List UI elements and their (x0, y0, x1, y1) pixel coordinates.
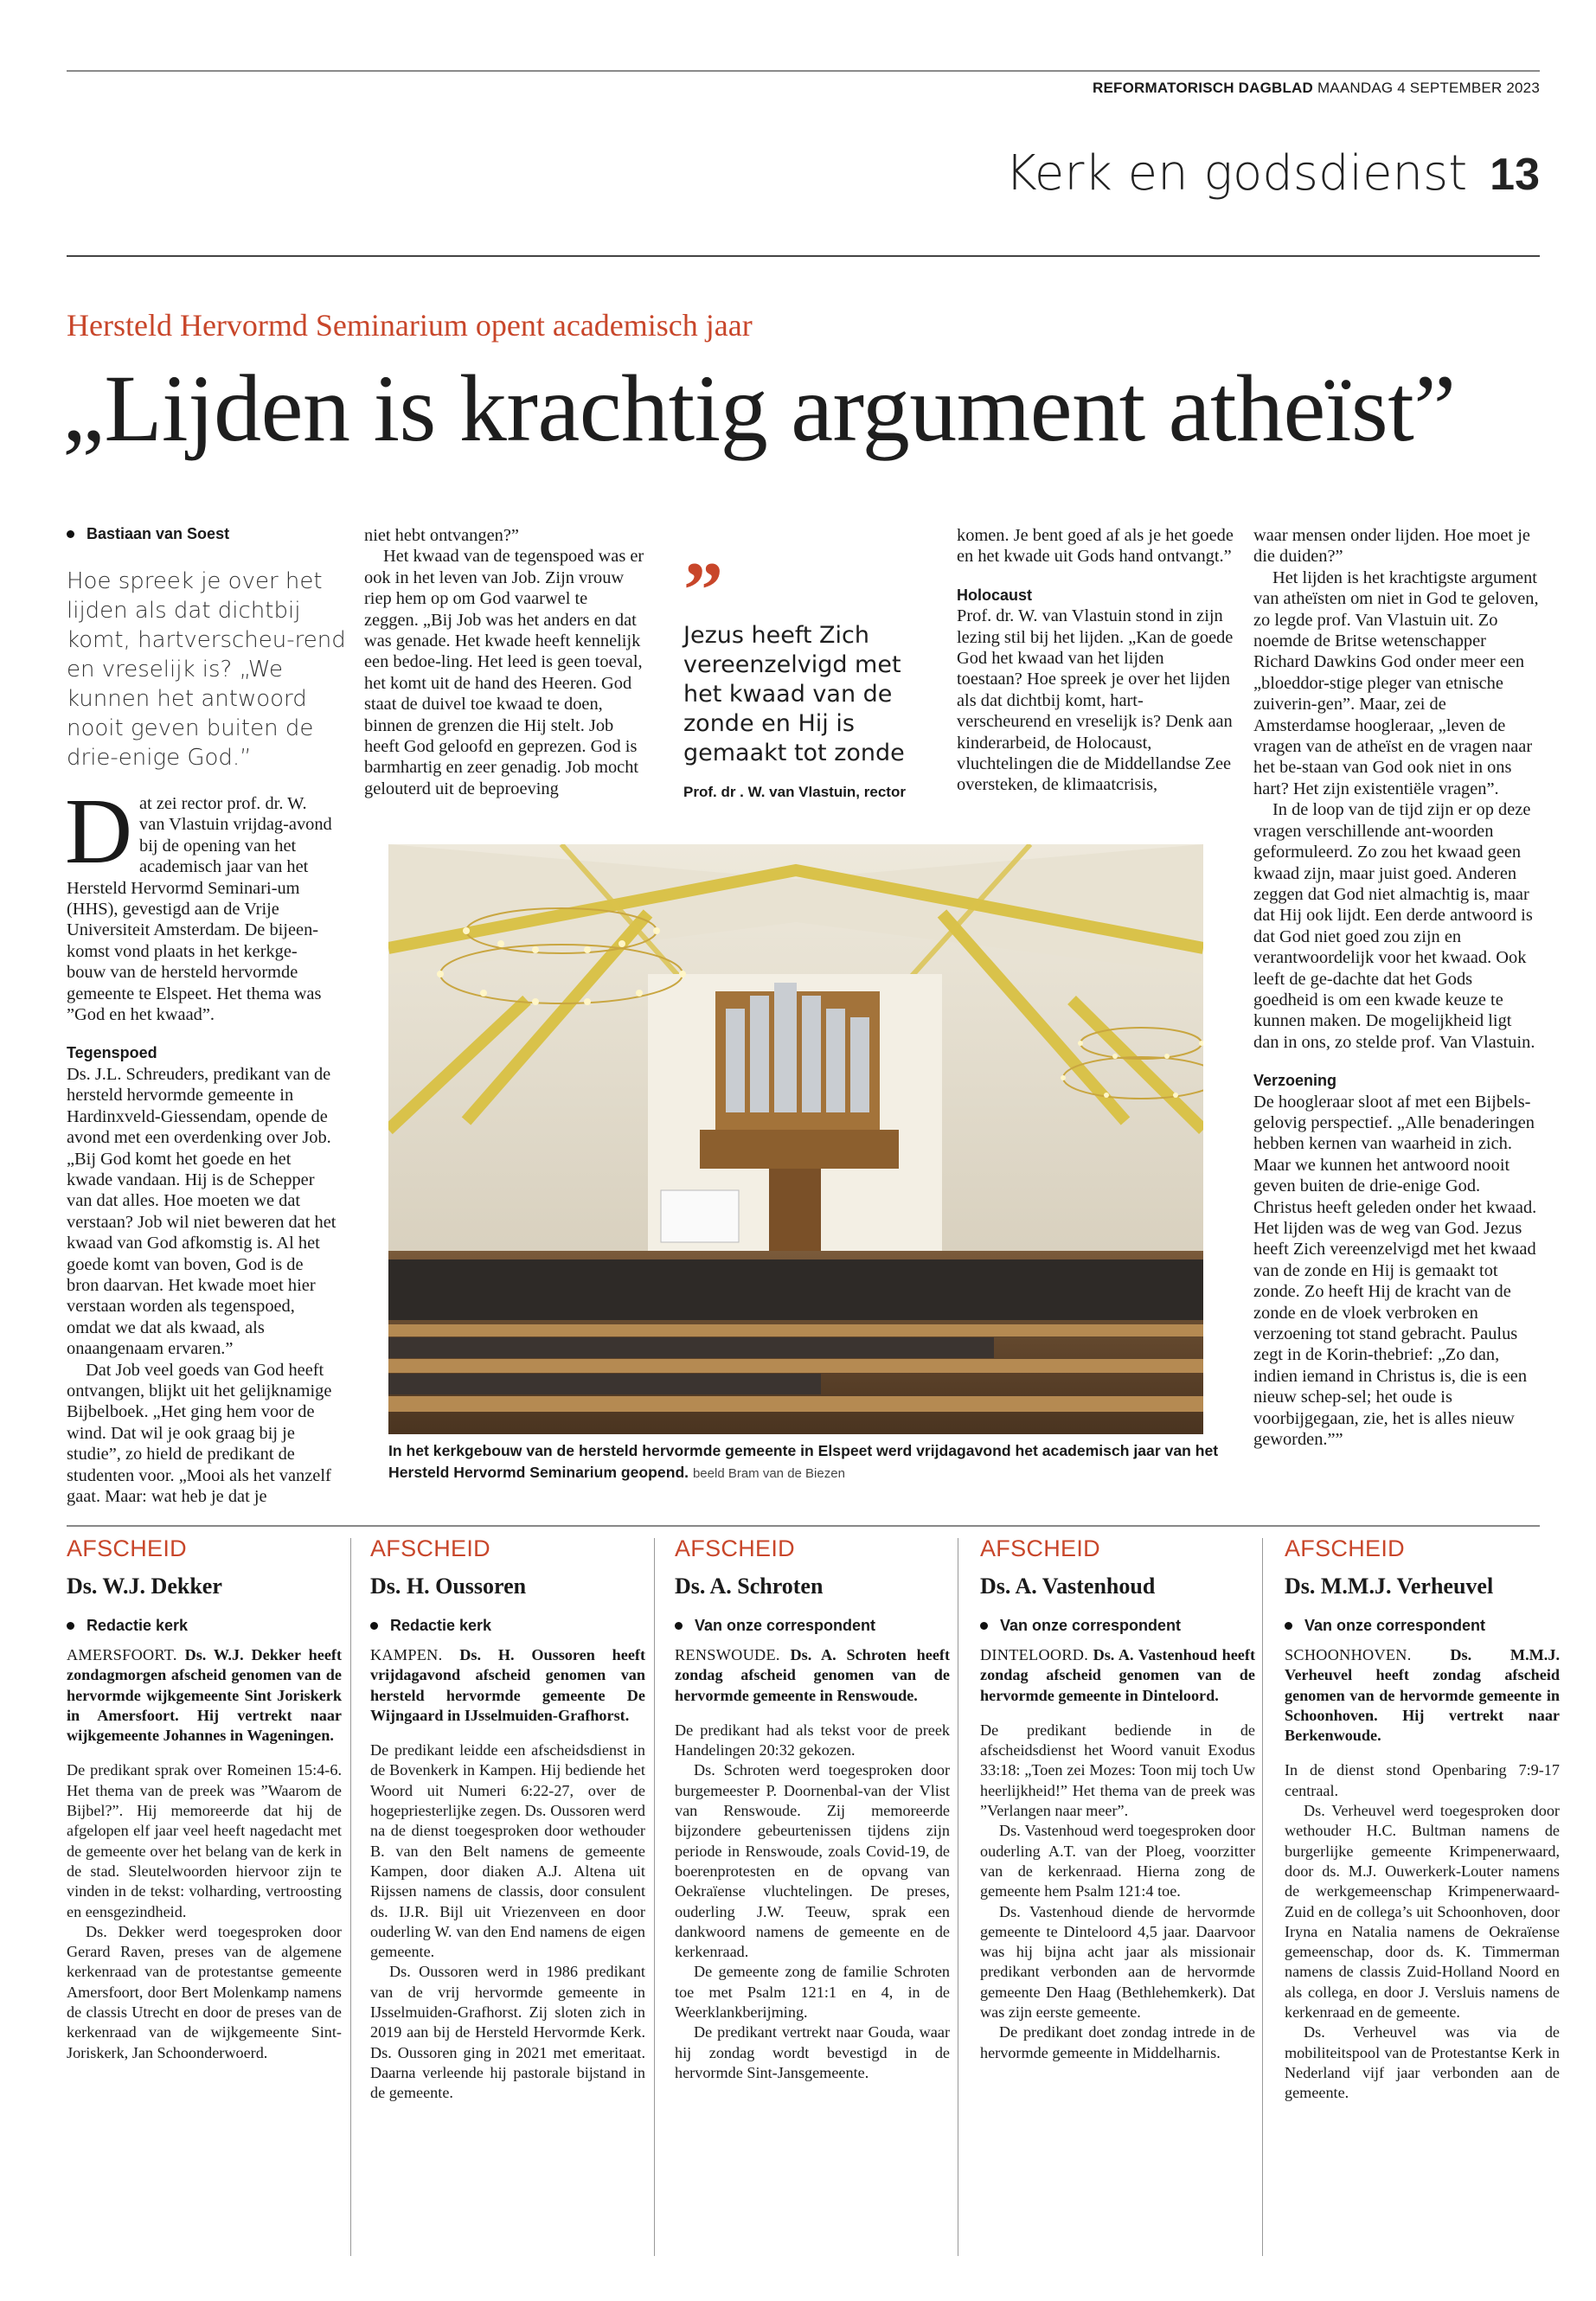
body-paragraph: In de loop van de tijd zijn er op deze vragen verschillende ant-woorden geformuleerd. Zo zou het kwaad geen kwaad zijn, maar juist goed. Anderen zeggen dat God niet almachtig is, maar dat Hij ook lijdt. Een derde antwoord is dat God niet goed zou zijn en verantwoordelijk voor het kwaad. Ook leeft de ge-dachte dat het Gods goedheid is om een kwade keuze te kunnen maken. De mogelijkheid ligt dan in ons, zo stelde prof. Van Vlastuin. (1253, 800, 1535, 1052)
farewell-label: AFSCHEID (370, 1535, 490, 1561)
section-title: Kerk en godsdienst (1004, 145, 1468, 202)
farewell-name: Ds. M.M.J. Verheuvel (1285, 1574, 1494, 1599)
dateline-place: AMERSFOORT. (67, 1646, 177, 1663)
article-column-2 (364, 525, 645, 799)
farewell-byline-text: Van onze correspondent (1304, 1617, 1486, 1634)
body-paragraph: De predikant bediende in de afscheidsdienst het Woord vanuit Exodus 33:18: „Toen zei Mozes: Toon mij toch Uw heerlijkheid!” Het thema van de preek was ”Verlangen naar meer”. (980, 1721, 1255, 1820)
body-paragraph: Het kwaad van de tegenspoed was er ook in het leven van Job. Zijn vrouw riep hem op om God vaarwel te zeggen. „Bij Job was het anders en dat was genade. Het kwade heeft kennelijk een bedoe-ling. Het leed is geen toeval, het komt uit de hand des Heeren. God staat de duivel toe kwaad te doen, binnen de grenzen die Hij stelt. Job heeft God geloofd en geprezen. God is barmhartig en zeer genadig. Job mocht gelouterd uit de beproeving (364, 547, 644, 798)
issue-date: MAANDAG 4 SEPTEMBER 2023 (1313, 80, 1540, 96)
byline-bullet-icon (67, 530, 74, 538)
paper-name: REFORMATORISCH DAGBLAD (1093, 80, 1314, 96)
subheading-holocaust: Holocaust (957, 586, 1033, 604)
body-paragraph: De hoogleraar sloot af met een Bijbels-gelovig perspectief. „Alle benaderingen hebben kernen van waarheid in zich. Maar we kunnen het antwoord nooit geven buiten de drie-enige God. Christus heeft geleden onder het kwaad. Het lijden was de weg van God. Jezus heeft Zich vereenzelvigd met het kwaad van de zonde en Hij is gemaakt tot zonde. Zo heeft Hij de kracht van de zonde en de vloek verbroken en verzoening tot stand gebracht. Paulus zegt in de Korin-thebrief: „Zo dan, indien iemand in Christus is, die is een nieuw schep-sel; het oude is voorbijgegaan, zie, het is alles nieuw geworden.”” (1253, 1092, 1537, 1450)
farewell-article-3 (675, 1535, 950, 2083)
page-number: 13 (1490, 150, 1540, 200)
article-column-5 (1253, 525, 1539, 1450)
body-paragraph: komen. Je bent goed af als je het goede en het kwade uit Gods hand ontvangt.” (957, 526, 1234, 567)
top-rule (67, 70, 1540, 72)
byline-bullet-icon (980, 1622, 988, 1630)
farewell-label: AFSCHEID (67, 1535, 187, 1561)
body-paragraph: Ds. Vastenhoud werd toegesproken door ouderling A.T. van der Ploeg, voorzitter van de kerkenraad. Hierna zong de gemeente hem Psalm 121:4 toe. (980, 1822, 1255, 1900)
body-paragraph: De predikant doet zondag intrede in de hervormde gemeente in Middelharnis. (980, 2023, 1255, 2061)
farewell-label: AFSCHEID (1285, 1535, 1405, 1561)
farewell-name: Ds. A. Schroten (675, 1574, 824, 1599)
farewell-byline (1285, 1617, 1560, 1635)
article-column-1 (65, 780, 337, 1507)
pull-quote-source: Prof. dr . W. van Vlastuin, rector (683, 784, 906, 800)
farewell-name: Ds. H. Oussoren (370, 1574, 527, 1599)
body-paragraph: De predikant had als tekst voor de preek Handelingen 20:32 gekozen. (675, 1721, 950, 1759)
farewell-name: Ds. A. Vastenhoud (980, 1574, 1156, 1599)
body-paragraph: De gemeente zong de familie Schroten toe met Psalm 121:1 en 4, in de Weerklankberijming. (675, 1963, 950, 2022)
byline-bullet-icon (1285, 1622, 1292, 1630)
farewell-body (980, 1645, 1255, 2063)
body-paragraph: Ds. Vastenhoud diende de hervormde gemeente te Dinteloord 4,5 jaar. Daarvoor was hij bijna acht jaar als missionair predikant verbonden aan de hervormde gemeente Den Haag (Bethlehemkerk). Dat was zijn eerste gemeente. (980, 1902, 1255, 2022)
farewell-byline (980, 1617, 1255, 1635)
byline-bullet-icon (675, 1622, 683, 1630)
farewell-label: AFSCHEID (980, 1535, 1100, 1561)
lead-text: Ds. A. Schroten heeft zondag afscheid genomen van de hervormde gemeente in Renswoude. (675, 1646, 951, 1704)
lead-text: Ds. M.M.J. Verheuvel heeft zondag afscheid genomen van de hervormde gemeente in Schoonhoven. Hij vertrekt naar Berkenwoude. (1285, 1646, 1560, 1745)
body-paragraph: Prof. dr. W. van Vlastuin stond in zijn lezing stil bij het lijden. „Kan de goede God het kwaad van het lijden toestaan? Hoe spreek je over het lijden als dat dichtbij komt, hart-verscheurend en vreselijk is? Denk aan kinderarbeid, de Holocaust, vluchtelingen die de Middellandse Zee oversteken, de klimaatcrisis, (957, 606, 1234, 795)
subheading-tegenspoed: Tegenspoed (67, 1044, 157, 1062)
column-divider (654, 1538, 655, 2256)
farewell-byline (370, 1617, 645, 1635)
body-paragraph: Ds. Dekker werd toegesproken door Gerard Raven, preses van de algemene kerkenraad van de protestantse gemeente Amersfoort, door Bert Molenkamp namens de classis Utrecht en door de preses van de kerkenraad van de wijkgemeente Sint-Joriskerk, Jan Schoonderwoerd. (67, 1922, 342, 2061)
farewell-byline (675, 1617, 950, 1635)
farewell-byline (67, 1617, 342, 1635)
section-rule (67, 255, 1540, 257)
quote-mark-icon: ” (683, 546, 723, 634)
dateline-place: DINTELOORD. (980, 1646, 1089, 1663)
dateline (1093, 80, 1540, 97)
byline-bullet-icon (370, 1622, 378, 1630)
author-name: Bastiaan van Soest (87, 525, 230, 542)
body-paragraph: Ds. Schroten werd toegesproken door burgemeester P. Doornenbal-van der Vlist van Renswoude. Zij memoreerde bijzondere gebeurtenissen tijdens zijn periode in Renswoude, zoals Covid-19, de boerenprotesten en de opvang van Oekraïense vluchtelingen. De preses, ouderling J.W. Teeuw, sprak een dankwoord namens de gemeente en de kerkenraad. (675, 1761, 950, 1961)
subheading-verzoening: Verzoening (1253, 1072, 1337, 1090)
section-header (1005, 145, 1540, 202)
pull-quote (683, 546, 917, 803)
farewell-article-2 (370, 1535, 645, 2104)
farewell-body (675, 1645, 950, 2083)
body-paragraph: Ds. J.L. Schreuders, predikant van de hersteld hervormde gemeente in Hardinxveld-Giessendam, opende de avond met een overdenking over Job. „Bij God komt het goede en het kwade vandaan. Hij is de Schepper van dat alles. Hoe moeten we dat verstaan? Job wil niet beweren dat het kwaad van God afkomstig is. Al het goede komt van boven, God is de bron daarvan. Het kwade moet hier verstaan worden als tegenspoed, omdat we dat als kwaad, als onaangenaam ervaren.” (67, 1064, 337, 1359)
body-paragraph: Ds. Verheuvel was via de mobiliteitspool van de Protestantse Kerk in Nederland vijf jaar verbonden aan de gemeente. (1285, 2023, 1560, 2102)
farewell-name: Ds. W.J. Dekker (67, 1574, 222, 1599)
bottom-rule (67, 1525, 1540, 1527)
farewell-body (370, 1645, 645, 2104)
body-paragraph: De predikant sprak over Romeinen 15:4-6. Het thema van de preek was ”Waarom de Bijbel?”. Hij memoreerde dat hij de afgelopen elf jaar veel heeft nagedacht met de gemeente over het belang van de kerk in de stad. Sleutelwoorden hiervoor zijn te vinden in de tekst: volharding, vertroosting en eensgezindheid. (67, 1761, 342, 1920)
church-interior-photo (388, 844, 1203, 1434)
body-paragraph: Ds. Oussoren werd in 1986 predikant van de vrij hervormde gemeente in IJsselmuiden-Grafhorst. Zij sloten zich in 2019 aan bij de Hersteld Hervormde Kerk. Ds. Oussoren ging in 2021 met emeritaat. Daarna verleende hij pastorale bijstand in de gemeente. (370, 1963, 645, 2102)
column-divider (1262, 1538, 1263, 2256)
column-divider (350, 1538, 351, 2256)
body-paragraph: at zei rector prof. dr. W. van Vlastuin vrijdag-avond bij de opening van het academisch jaar van het Hersteld Hervormd Seminari-um (HHS), gevestigd aan de Vrije Universiteit Amsterdam. De bijeen-komst vond plaats in het kerkge-bouw van de hersteld hervormde gemeente te Elspeet. Het thema was ”God en het kwaad”. (67, 794, 332, 1025)
article-byline (67, 525, 229, 543)
dateline-place: RENSWOUDE. (675, 1646, 780, 1663)
article-headline: „Lijden is krachtig argument atheïst” (62, 356, 1456, 461)
farewell-body (67, 1645, 342, 2063)
farewell-byline-text: Van onze correspondent (1000, 1617, 1182, 1634)
pull-quote-text: Jezus heeft Zich vereenzelvigd met het kwaad van de zonde en Hij is gemaakt tot zonde (683, 622, 905, 766)
farewell-byline-text: Redactie kerk (87, 1617, 189, 1634)
body-paragraph: De predikant vertrekt naar Gouda, waar hij zondag wordt bevestigd in de hervormde Sint-Jansgemeente. (675, 2023, 950, 2081)
lead-text: Ds. W.J. Dekker heeft zondagmorgen afscheid genomen van de hervormde wijkgemeente Sint Joriskerk in Amersfoort. Hij vertrekt naar wijkgemeente Johannes in Wageningen. (67, 1646, 343, 1745)
farewell-byline-text: Van onze correspondent (695, 1617, 876, 1634)
farewell-article-5 (1285, 1535, 1560, 2104)
farewell-body (1285, 1645, 1560, 2104)
body-paragraph: Het lijden is het krachtigste argument van atheïsten om niet in God te geloven, zo legde prof. Van Vlastuin uit. Zo noemde de Britse wetenschapper Richard Dawkins God onder meer een „bloeddor-stige pleger van etnische zuiverin-gen”. Maar, zei de Amsterdamse hoogleraar, „leven de vragen van de atheïst en de vragen naar het be-staan van God ook niet in ons hart? Het zijn existentiële vragen”. (1253, 567, 1539, 798)
photo-caption (388, 1440, 1219, 1484)
article-intro: Hoe spreek je over het lijden als dat dichtbij komt, hartverscheu-rend en vreselijk is? „We kunnen het antwoord nooit geven buiten de drie-enige God.” (67, 568, 346, 771)
dateline-place: KAMPEN. (370, 1646, 443, 1663)
lead-text: Ds. H. Oussoren heeft vrijdagavond afscheid genomen van hersteld hervormde gemeente De Wijngaard in IJsselmuiden-Grafhorst. (370, 1646, 645, 1724)
article-column-4 (957, 525, 1234, 796)
farewell-byline-text: Redactie kerk (390, 1617, 492, 1634)
farewell-article-1 (67, 1535, 342, 2063)
body-paragraph: Dat Job veel goeds van God heeft ontvangen, blijkt uit het gelijknamige Bijbelboek. „Het ging hem voor de wind. Dat wil je ook graag bij je studie”, zo hield de predikant de studenten voor. „Mooi als het vanzelf gaat. Maar: wat heb je dat je (67, 1360, 332, 1506)
article-kicker: Hersteld Hervormd Seminarium opent academisch jaar (67, 308, 753, 343)
farewell-article-4 (980, 1535, 1255, 2063)
byline-bullet-icon (67, 1622, 74, 1630)
drop-cap: D (65, 780, 132, 883)
body-paragraph: waar mensen onder lijden. Hoe moet je die duiden?” (1253, 526, 1530, 567)
body-paragraph: Ds. Verheuvel werd toegesproken door wethouder H.C. Bultman namens de burgerlijke gemeente Krimpenerwaard, door ds. M.J. Ouwerkerk-Louter namens de werkgemeenschap Krimpenerwaard-Zuid en de collega’s uit Schoonhoven, door Iryna en Natalia namens de Oekraïense gemeenschap, door ds. K. Timmerman namens de classis Zuid-Holland Noord en als collega, en door J. Versluis namens de kerkenraad en de gemeente. (1285, 1802, 1560, 2022)
body-paragraph: In de dienst stond Openbaring 7:9-17 centraal. (1285, 1761, 1560, 1799)
farewell-label: AFSCHEID (675, 1535, 795, 1561)
dateline-place: SCHOONHOVEN. (1285, 1646, 1412, 1663)
caption-text: In het kerkgebouw van de hersteld hervormde gemeente in Elspeet werd vrijdagavond het academisch jaar van het Hersteld Hervormd Seminarium geopend. (388, 1442, 1219, 1481)
photo-credit: beeld Bram van de Biezen (692, 1466, 845, 1481)
body-paragraph: De predikant leidde een afscheidsdienst in de Bovenkerk in Kampen. Hij bediende het Woord uit Numeri 6:22-27, over de hogepriesterlijke zegen. Ds. Oussoren werd na de dienst toegesproken door wethouder B. van den Belt namens de gemeente Kampen, door diaken A.J. Altena uit Rijssen namens de classis, door consulent ds. IJ.R. Bijl uit Vriezenveen en door ouderling W. van den End namens de eigen gemeente. (370, 1741, 645, 1961)
body-paragraph: niet hebt ontvangen?” (364, 526, 519, 545)
lead-text: Ds. A. Vastenhoud heeft zondag afscheid genomen van de hervormde gemeente in Dinteloord. (980, 1646, 1255, 1704)
